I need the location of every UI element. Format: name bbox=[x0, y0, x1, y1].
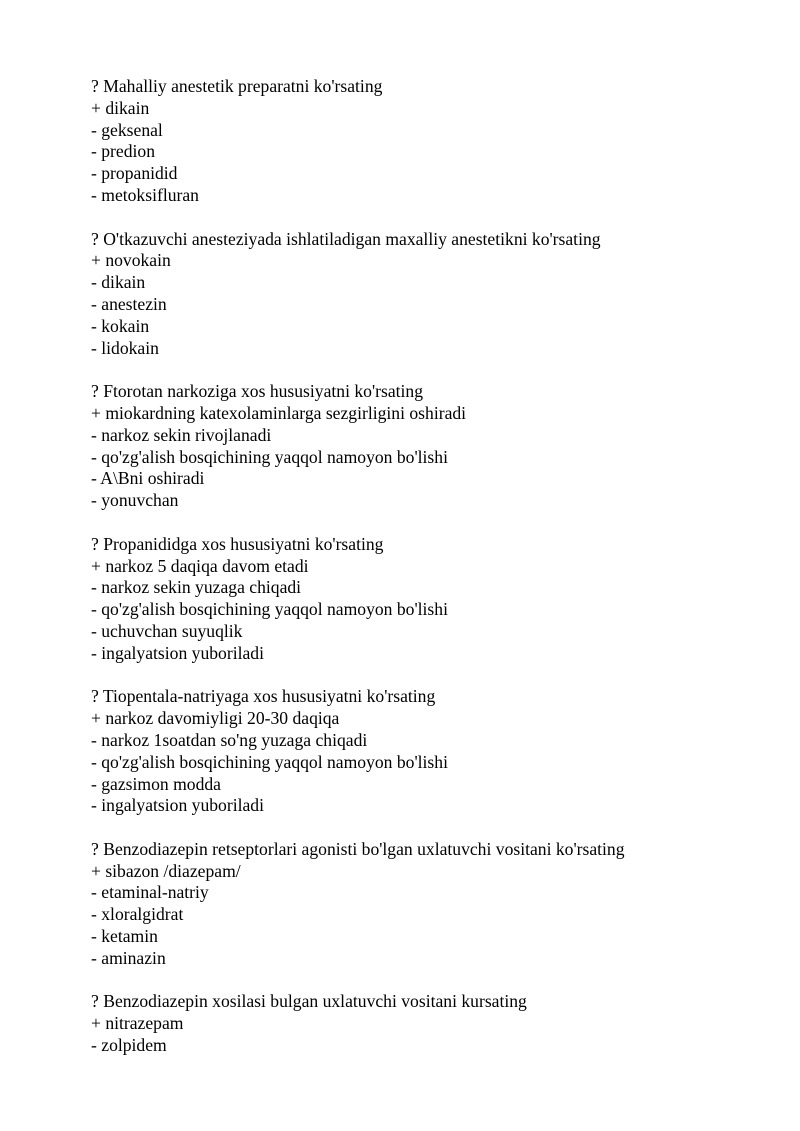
answer-option: + nitrazepam bbox=[91, 1013, 184, 1034]
answer-option: - propanidid bbox=[91, 163, 178, 184]
question-block bbox=[91, 534, 771, 665]
question-block bbox=[91, 991, 771, 1056]
question-text: ? Tiopentala-natriyaga xos hususiyatni ko'rsating bbox=[91, 686, 436, 707]
answer-option: - metoksifluran bbox=[91, 184, 199, 205]
question-block bbox=[91, 229, 771, 360]
answer-option: - anestezin bbox=[91, 293, 167, 314]
answer-option: - etaminal-natriy bbox=[91, 882, 209, 903]
answer-option: - aminazin bbox=[91, 947, 166, 968]
answer-option: - narkoz sekin yuzaga chiqadi bbox=[91, 577, 302, 598]
question-text: ? Benzodiazepin retseptorlari agonisti bo'lgan uxlatuvchi vositani ko'rsating bbox=[91, 838, 625, 859]
question-text: ? Mahalliy anestetik preparatni ko'rsating bbox=[91, 76, 383, 96]
answer-option: - kokain bbox=[91, 315, 150, 336]
answer-option: - lidokain bbox=[91, 337, 159, 358]
answer-option: - qo'zg'alish bosqichining yaqqol namoyon bo'lishi bbox=[91, 751, 448, 772]
answer-option: - xloralgidrat bbox=[91, 904, 184, 925]
question-block bbox=[91, 76, 771, 207]
question-text: ? Propanididga xos hususiyatni ko'rsating bbox=[91, 533, 384, 554]
question-text: ? Ftorotan narkoziga xos hususiyatni ko'rsating bbox=[91, 381, 424, 402]
answer-option: - ingalyatsion yuboriladi bbox=[91, 795, 264, 816]
answer-option: - narkoz 1soatdan so'ng yuzaga chiqadi bbox=[91, 729, 368, 750]
question-text: ? O'tkazuvchi anesteziyada ishlatiladigan maxalliy anestetikni ko'rsating bbox=[91, 228, 601, 249]
answer-option: - dikain bbox=[91, 272, 146, 293]
answer-option: - qo'zg'alish bosqichining yaqqol namoyon bo'lishi bbox=[91, 599, 448, 620]
answer-option: + novokain bbox=[91, 250, 171, 271]
answer-option: - uchuvchan suyuqlik bbox=[91, 620, 243, 641]
answer-option: - qo'zg'alish bosqichining yaqqol namoyon bo'lishi bbox=[91, 446, 448, 467]
answer-option: + narkoz davomiyligi 20-30 daqiqa bbox=[91, 708, 340, 729]
answer-option: + miokardning katexolaminlarga sezgirligini oshiradi bbox=[91, 402, 467, 423]
question-block bbox=[91, 381, 771, 512]
question-block bbox=[91, 839, 771, 970]
answer-option: - narkoz sekin rivojlanadi bbox=[91, 424, 272, 445]
question-text: ? Benzodiazepin xosilasi bulgan uxlatuvchi vositani kursating bbox=[91, 991, 527, 1012]
answer-option: - A\Bni oshiradi bbox=[91, 468, 205, 489]
answer-option: - zolpidem bbox=[91, 1035, 167, 1056]
answer-option: + sibazon /diazepam/ bbox=[91, 860, 241, 881]
quiz-content bbox=[91, 76, 771, 1079]
question-block bbox=[91, 686, 771, 817]
answer-option: - yonuvchan bbox=[91, 490, 179, 511]
answer-option: - gazsimon modda bbox=[91, 773, 221, 794]
answer-option: - predion bbox=[91, 141, 156, 162]
answer-option: - geksenal bbox=[91, 119, 163, 140]
answer-option: + narkoz 5 daqiqa davom etadi bbox=[91, 555, 309, 576]
answer-option: - ketamin bbox=[91, 926, 158, 947]
answer-option: - ingalyatsion yuboriladi bbox=[91, 642, 264, 663]
answer-option: + dikain bbox=[91, 97, 150, 118]
